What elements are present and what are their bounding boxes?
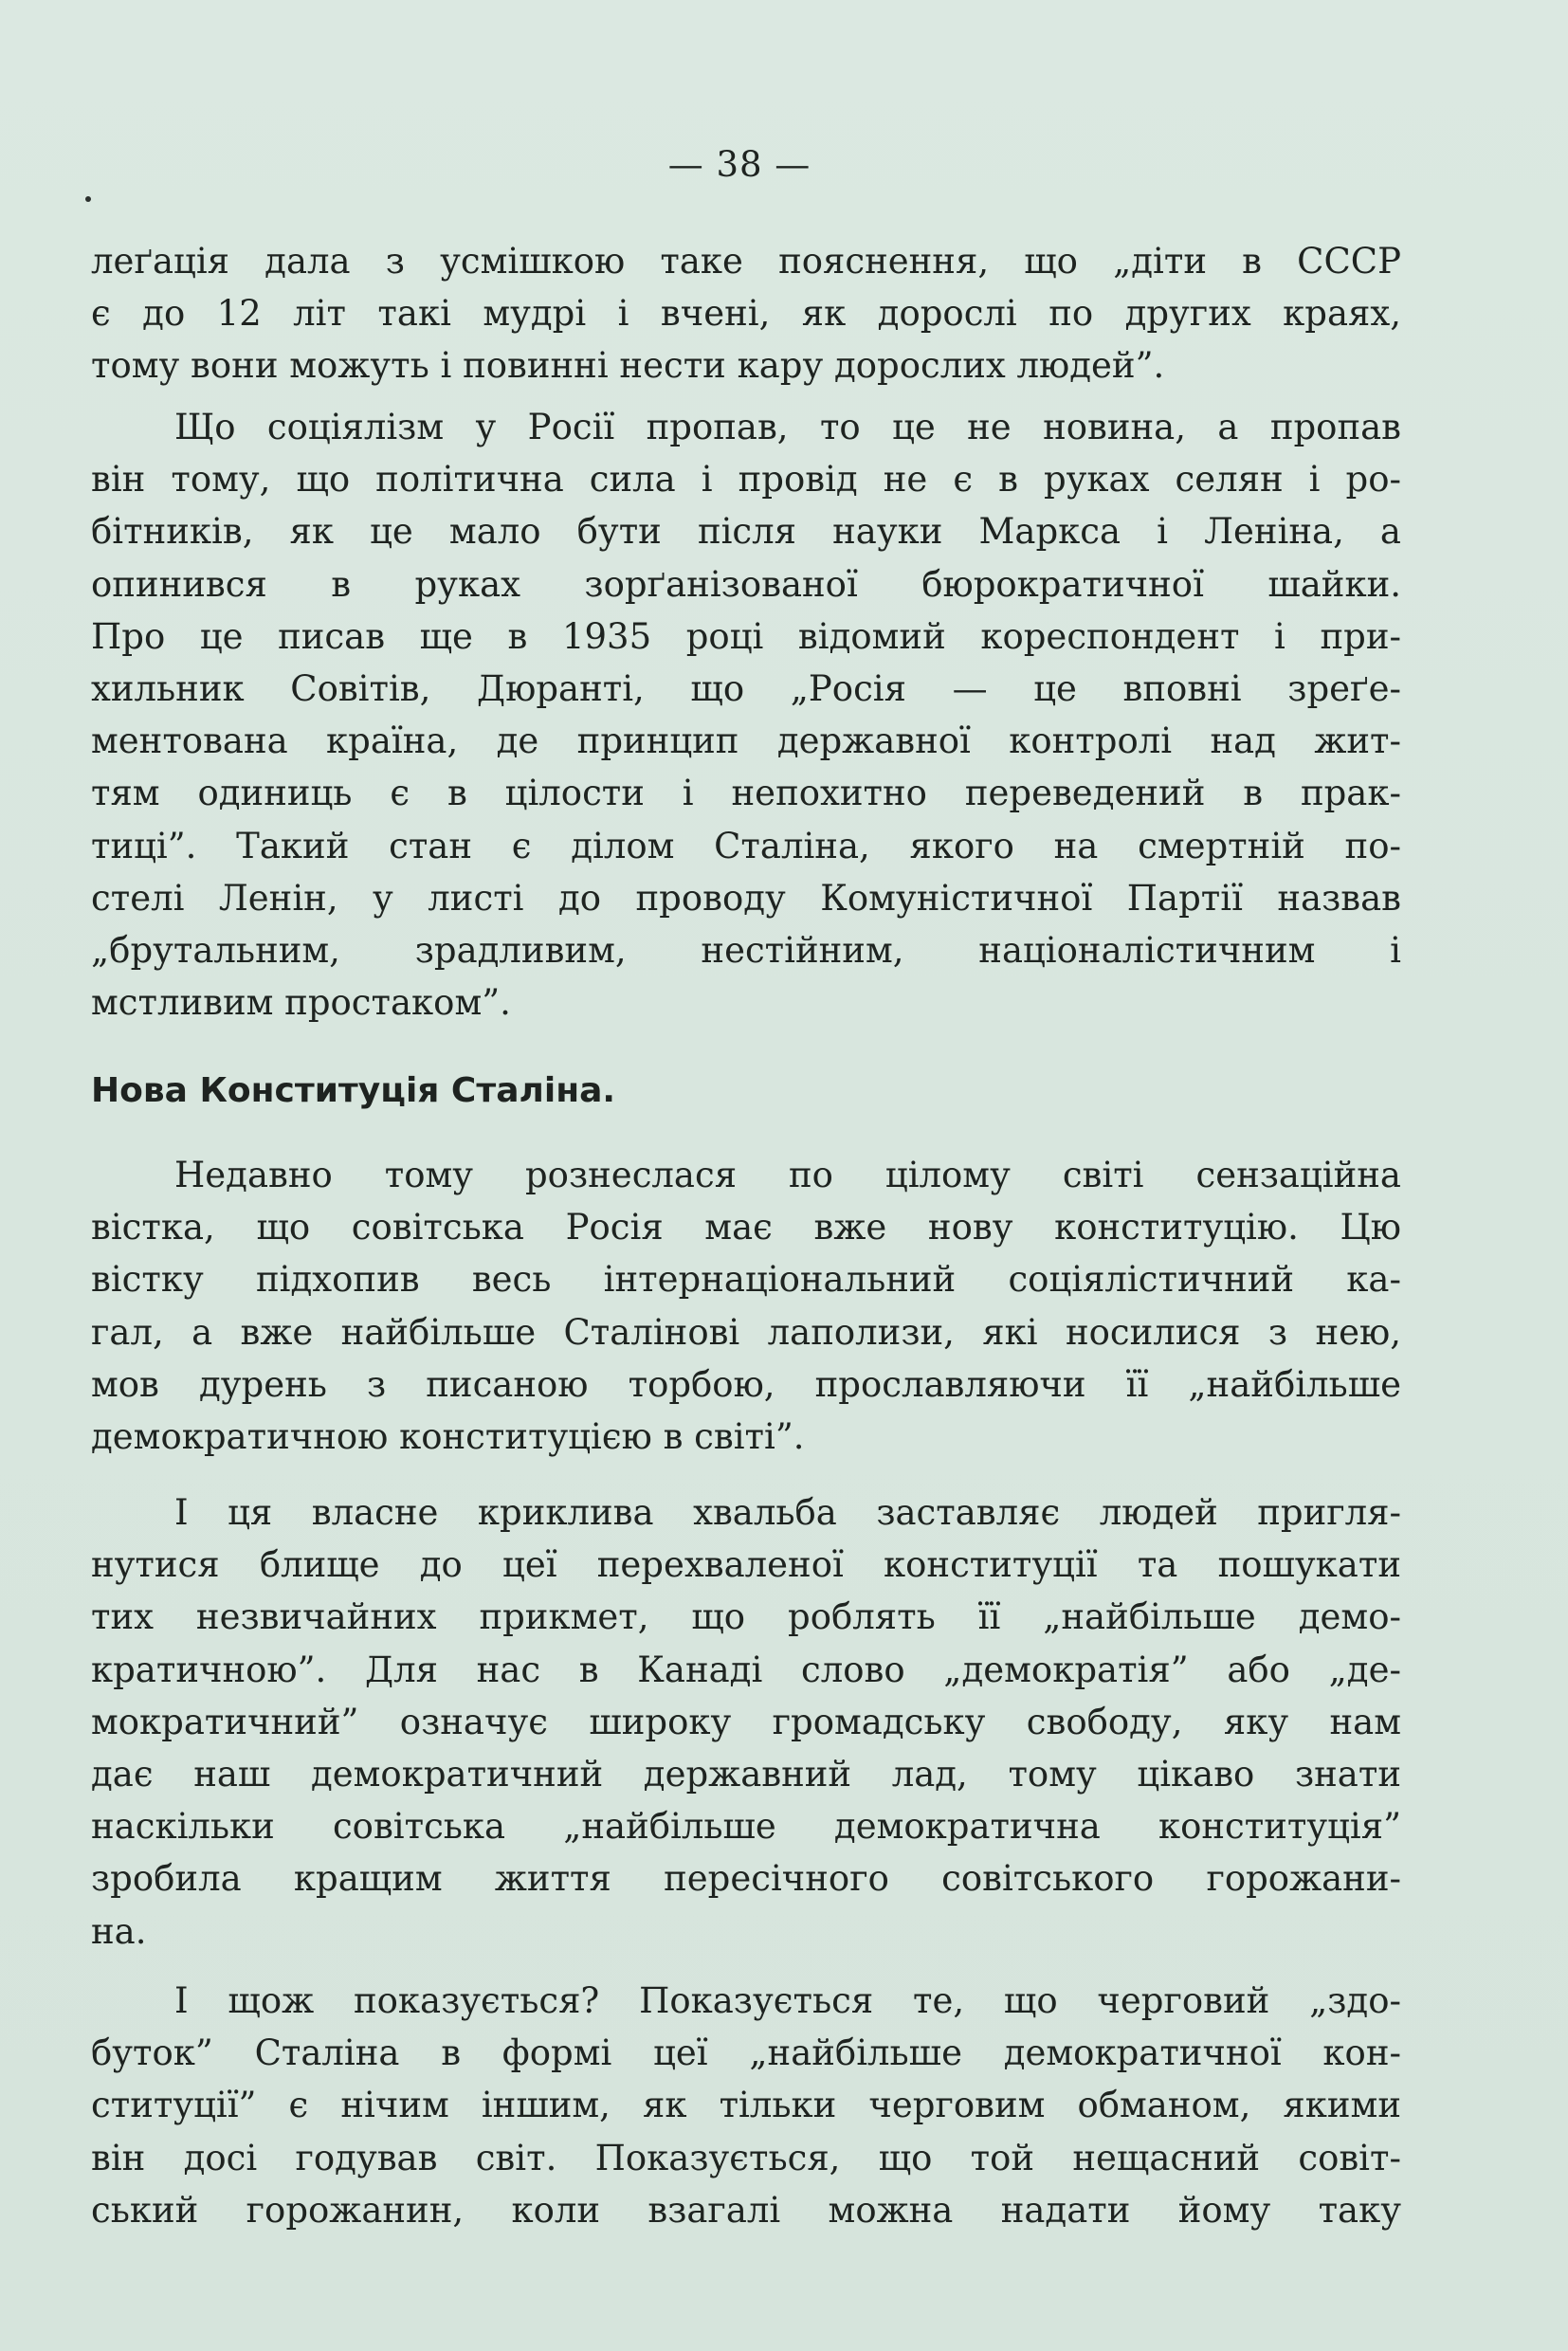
ink-speck (85, 196, 91, 202)
text-line: І щож показується? Показується те, що черговий „здо- (174, 1980, 1401, 2021)
text-line: Що соціялізм у Росії пропав, то це не новина, а пропав (174, 407, 1401, 447)
text-line: демократичною конституцією в світі”. (91, 1416, 805, 1458)
page-number: — 38 — (667, 144, 811, 185)
text-line: мстливим простаком”. (91, 982, 511, 1024)
paragraph-3 (91, 1149, 1401, 1463)
text-line: мов дурень з писаною торбою, прославляючи її „найбільше (91, 1363, 1401, 1405)
text-line: наскільки совітська „найбільше демократична конституція” (91, 1806, 1401, 1848)
paragraph-4 (91, 1486, 1401, 1958)
text-line: вістка, що совітська Росія має вже нову конституцію. Цю (91, 1207, 1401, 1248)
text-line: Недавно тому рознеслася по цілому світі сензаційна (174, 1155, 1401, 1195)
text-line: тиці”. Такий стан є ділом Сталіна, якого на смертній по- (91, 825, 1401, 866)
section-heading: Нова Конституція Сталіна. (91, 1071, 616, 1110)
paragraph-5 (91, 1975, 1401, 2236)
text-line: тям одиниць є в цілости і непохитно переведений в прак- (91, 773, 1401, 814)
text-line: він досі годував світ. Показується, що той нещасний совіт- (91, 2137, 1401, 2178)
text-line: ституції” є нічим іншим, як тільки черговим обманом, якими (91, 2085, 1401, 2126)
text-line: мократичний” означує широку громадську свободу, яку нам (91, 1701, 1401, 1742)
text-line: опинився в руках зорґанізованої бюрократичної шайки. (91, 563, 1401, 605)
text-line: ський горожанин, коли взагалі можна надати йому таку (91, 2189, 1401, 2231)
text-line: є до 12 літ такі мудрі і вчені, як дорослі по других краях, (91, 293, 1401, 335)
paragraph-1 (91, 235, 1401, 392)
text-line: „брутальним, зрадливим, нестійним, націоналістичним і (91, 930, 1401, 972)
text-line: вістку підхопив весь інтернаціональний соціялістичний ка- (91, 1259, 1401, 1301)
text-line: Про це писав ще в 1935 році відомий кореспондент і при- (91, 615, 1401, 657)
text-line: зробила кращим життя пересічного совітського горожани- (91, 1858, 1401, 1900)
text-line: ментована країна, де принцип державної контролі над жит- (91, 720, 1401, 762)
text-line: дає наш демократичний державний лад, тому цікаво знати (91, 1754, 1401, 1795)
text-line: кратичною”. Для нас в Канаді слово „демократія” або „де- (91, 1649, 1401, 1690)
text-line: гал, а вже найбільше Сталінові лаполизи, які носилися з нею, (91, 1311, 1401, 1353)
text-line: він тому, що політична сила і провід не є в руках селян і ро- (91, 459, 1401, 501)
text-line: хильник Совітів, Дюранті, що „Росія — це вповні зреґе- (91, 668, 1401, 710)
text-line: тих незвичайних прикмет, що роблять її „найбільше демо- (91, 1596, 1401, 1638)
text-line: І ця власне криклива хвальба заставляє людей пригля- (174, 1492, 1401, 1533)
text-line: тому вони можуть і повинні нести кару дорослих людей”. (91, 345, 1165, 387)
text-line: буток” Сталіна в формі цеї „найбільше демократичної кон- (91, 2032, 1401, 2074)
text-line: бітників, як це мало бути після науки Маркса і Леніна, а (91, 511, 1401, 553)
text-line: нутися блище до цеї перехваленої конституції та пошукати (91, 1544, 1401, 1586)
text-line: на. (91, 1910, 147, 1952)
text-line: стелі Ленін, у листі до проводу Комуністичної Партії назвав (91, 877, 1401, 919)
text-line: леґація дала з усмішкою таке пояснення, що „діти в СССР (91, 241, 1401, 282)
paragraph-2 (91, 401, 1401, 1029)
